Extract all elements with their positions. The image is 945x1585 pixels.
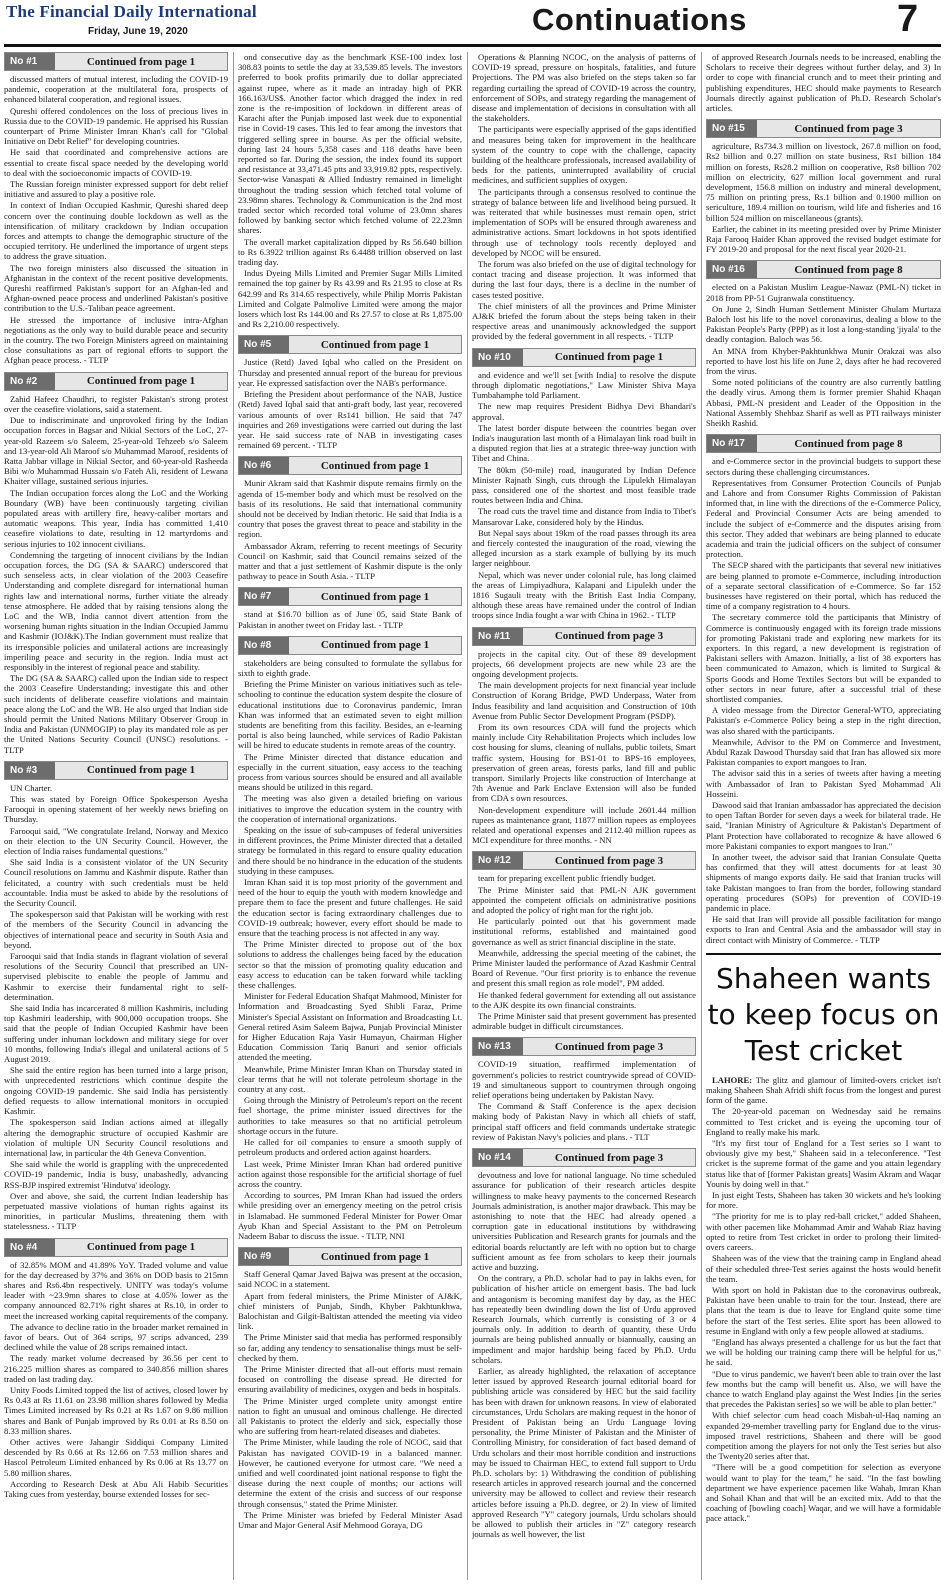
feature-paragraph: "It's my first tour of England for a Test series so I want to obviously give my best," Shaheen said in a teleconference. "Test cricket is the supreme format of the game and you attain legendary status like that of [former Pakistan greats] Wasim Akram and Waqar Younis by doing well in that." [706,1138,941,1189]
story-paragraph: The Prime Minister was briefed by Federal Minister Asad Umar and Major General Asif Mehmood Goraya, DG [238,1509,462,1530]
story [472,1037,696,1142]
feature-paragraph: "There will be a good competition for selection as everyone would want to play for the team," he said. "In the fast bowling department we have experience pacemen like Wahab, Imran Khan and Sohail Khan and that will be an excited mix. Add to that the coaching of [bowling coach] Waqar, and we will have a formidable pace attack." [706,1462,941,1524]
story-continued-label: Continued from page 3 [554,630,664,643]
story-paragraph: On the contrary, a Ph.D. scholar had to pay in lakhs even, for publication of his/her article on emergent basis. The bad luck and antagonism is becoming manifest day by day, as the HEC has repeatedly been dwindling down the list of Urdu approved Research Journals, which currently is consisting of 3 or 4 journals only. In addition to dearth of quantity, these Urdu journals are being published annually or biannually, causing an impediment and major hardship being faced by Ph.D. Urdu scholars. [472,1273,696,1365]
feature-paragraph: "The priority for me is to play red-ball cricket," added Shaheen, with other pacemen like Mohammad Amir and Wahab Riaz having opted to retire from Test cricket in order to prolong their limited-overs careers. [706,1211,941,1253]
story-paragraph: In context of Indian Occupied Kashmir, Qureshi shared deep concern over the continuing double lockdown as well as the intensification of military crackdown by Indian occupation forces and attempts to change the demographic structure of the occupied territory. He underlined the importance of urgent steps to address the grave situation. [4,200,228,262]
story-number-badge: No #6 [239,457,289,474]
story-paragraph: Farooqui said that India stands in flagrant violation of several resolutions of the Security Council that prescribed an UN-supervised plebiscite to enable the people of Jammu and Kashmir to exercise their fundamental right to self-determination. [4,951,228,1002]
story-paragraph: On June 2, Sindh Human Settlement Minister Ghulam Murtaza Baloch lost his life to the novel coronavirus, dealing a blow to the Pakistan People's Party (PPP) as it lost a long-standing 'jiyala' to the deadly contagion. Baloch was 56. [706,303,941,345]
feature-headline: Shaheen wants to keep focus on Test cricket [706,953,941,1069]
story-paragraph: Farooqui said, "We congratulate Ireland, Norway and Mexico on their election to the UN Security Council. However, the election of India raises fundamental questions." [4,825,228,857]
story-paragraph: Other actives were Jahangir Siddiqui Company Limited descended by Rs 0.66 at Rs 12.66 on 7.53 million shares and Hascol Petroleum Limited enhanced by Rs 0.06 at Rs 13.77 on 5.80 million shares. [4,1436,228,1478]
paper-name: The Financial Daily International [6,2,257,21]
story-header [4,372,228,391]
story-paragraph: The Prime Minister urged complete unity amongst entire nation to fight an unusual and ominous challenge. He directed all Pakistanis to protect the elderly and sick, especially those who are suffering from heart-related diseases and diabetes. [238,1395,462,1437]
story-number-badge: No #9 [239,1248,289,1265]
story-continued-label: Continued from page 1 [86,375,196,388]
story [472,851,696,1031]
story-paragraph: The advisor said this in a series of tweets after having a meeting with Ambassador of Iran to Pakistan Syed Mohammad Ali Hosseini. [706,768,941,799]
story-continued-label: Continued from page 8 [794,437,903,450]
feature-paragraph: With sport on hold in Pakistan due to the coronavirus outbreak, Pakistan have been unable to train for the tour. Instead, there are plans that the team is due to leave for England quite some time before the start of the Test series. Elite sport has been allowed to resume in England with only a few people allowed at stadiums. [706,1284,941,1336]
story-paragraph: In another tweet, the advisor said that Iranian Consulate Quetta has confirmed that they will attest documents for at least 30 shipments of mango exports daily. He said that Iranian trucks will take Pakistan mangoes to Iran from the border, following standard operating procedures (SOPs) for prevention of COVID-19 pandemic in place. [706,852,941,914]
story-paragraph: and e-Commerce sector in the provincial budgets to support these sectors during these challenging circumstances. [706,456,941,477]
story-continued-label: Continued from page 1 [86,1241,196,1254]
story-paragraph: The DG (SA & SAARC) called upon the Indian side to respect the 2003 Ceasefire Understanding; investigate this and other such incidents of deliberate ceasefire violations and maintain peace along the LoC and the WB. He also urged that Indian side should permit the United Nations Military Observer Group in India and Pakistan (UNMOGIP) to play its mandated role as per the United Nations Security Council (UNSC) resolutions. - TLTP [4,673,228,755]
story-paragraph: Unity Foods Limited topped the list of actives, closed lower by Rs 0.43 at Rs 11.61 on 23.98 million shares followed by Media Times Limited increased by Rs 0.21 at Rs 1.67 on 9.86 million shares and Bank of Punjab improved by Rs 0.01 at Rs 8.50 on 8.33 million shares. [4,1384,228,1436]
feature-lead-text: The glitz and glamour of limited-overs cricket isn't making Shaheen Shah Afridi shift focus from the longest and purest form of the game. [706,1074,941,1106]
story-paragraph: Some noted politicians of the country are also currently battling the deadly virus. Among them is former premier Shahid Khaqan Abbasi, PML-N president and Leader of the Opposition in the National Assembly Shehbaz Sharif as well as PTI railways minister Sheikh Rashid. [706,377,941,429]
story-paragraph: He said that coordinated and comprehensive actions are essential to create fiscal space needed by the developing world to deal with the socioeconomic impacts of COVID-19. [4,147,228,178]
story-continued-label: Continued from page 1 [86,55,196,68]
story-paragraph: He called for oil companies to ensure a smooth supply of petroleum products and ordered action against hoarders. [238,1137,462,1158]
story-continued-label: Continued from page 1 [320,639,430,652]
story-header [706,119,941,138]
story-paragraph: Speaking on the issue of sub-campuses of federal universities in different provinces, the Prime Minister directed that a detailed strategy be formulated in this regard to ensure quality education and there should be no hindrance in the education of the students studying in these campuses. [238,825,462,876]
story-continued-label: Continued from page 8 [794,263,903,276]
story [4,761,228,1232]
story-number-badge: No #12 [473,852,523,869]
story [4,52,228,366]
issue-date: Friday, June 19, 2020 [88,26,188,37]
story-paragraph: Meanwhile, Prime Minister Imran Khan on Thursday stated in clear terms that he will not tolerate petroleum shortage in the country at any cost. [238,1063,462,1095]
story-continued-label: Continued from page 1 [554,351,664,364]
column-3 [472,52,696,1582]
story-paragraph: The Prime Minister directed that all-out efforts must remain focused on controlling the disease spread. He directed for ensuring availability of medicines, oxygen and beds in hospitals. [238,1363,462,1395]
story-paragraph: Minister for Federal Education Shafqat Mahmood, Minister for Information and Broadcasting Syed Shibli Faraz, Prime Minister's Special Assistant on Information and Broadcasting Lt. General retired Asim Saleem Bajwa, Punjab Provincial Minister for Higher Education Raja Yasir Humayun, Chairman Higher Education Commission Tariq Banuri and senior officials attended the meeting. [238,991,462,1063]
story-paragraph: Briefing the Prime Minister on various initiatives such as tele-schooling to continue the education system despite the closure of educational institutions due to Coronavirus pandemic, Imran Khan was informed that an estimated seven to eight million students are benefiting from this facility. Besides, an e-learning portal is also being launched, while services of Radio Pakistan will be hired to educate students in remote areas of the country. [238,679,462,751]
feature-paragraph: "Due to virus pandemic, we haven't been able to train over the last few months but the camp will benefit us. Also, we will have the chance to watch England play against the West Indies [in the series that precedes the Pakistan series] so we will be able to plan better." [706,1368,941,1410]
feature-paragraph [706,1075,941,1106]
masthead [0,0,945,46]
story-paragraph: stand at $16.70 billion as of June 05, said State Bank of Pakistan in another tweet on Friday last. - TLTP [238,609,462,630]
story-paragraph: According to Research Desk at Abu Ali Habib Securities Taking cues from yesterday, bourse extended losses for sec- [4,1478,228,1499]
story-paragraph: Going through the Ministry of Petroleum's report on the recent fuel shortage, the prime minister issued directives for the authorities to take measures so that no artificial petroleum shortage occurs in the future. [238,1095,462,1136]
story [238,636,462,1241]
story-paragraph: Ambassador Akram, referring to recent meetings of Security Council on Kashmir, said that Council remains seized of the matter and that a just settlement of Kashmir dispute is the only pathway to peace in South Asia. - TLTP [238,540,462,582]
story-paragraph: of 32.85% MOM and 41.89% YoY. Traded volume and value for the day decreased by 37% and 36% on DOD basis to 215mn shares and Rs6.4bn respectively. UNITY was today's volume leader with ~23.9mn shares to close at 4.05% lower as the company announced 82.71% right shares at Rs.10, in order to meet the increased working capital requirements of the company. [4,1259,228,1321]
story-continued-label: Continued from page 1 [86,764,196,777]
column-divider [701,52,702,1580]
story-header [4,1238,228,1257]
story-paragraph: A video message from the Director General-WTO, appreciating Pakistan's e-Commerce Policy being a step in the right direction, was also shared with the participants. [706,705,941,736]
story [472,348,696,621]
story-header [472,627,696,646]
story-paragraph: Indus Dyeing Mills Limited and Premier Sugar Mills Limited remained the top gainer by Rs 43.99 and Rs 21.95 to close at Rs 642.99 and Rs 314.65 respectively, while Philip Morris Pakistan Limited and Colgate Palmolive Limited were among the major losers which lost Rs 144.00 and Rs 27.57 to close at Rs 1,875.00 and Rs 2,210.00 respectively. [238,268,462,330]
story-paragraph: of approved Research Journals needs to be increased, enabling the Scholars to receive their degrees without further delay, and 3) In order to cope with financial crunch and to meet their printing and publishing expenditures, HEC should make payments to Research Journals directly against publication of Ph.D. Research Scholar's articles. [706,52,941,114]
story-header [238,587,462,606]
story-paragraph: Condemning the targeting of innocent civilians by the Indian occupation forces, the DG (SA & SAARC) underscored that such senseless acts, in clear violation of the 2003 Ceasefire Understanding and complete disregard for international human rights law and international norms, further vitiate the already tense atmosphere. He added that by raising tensions along the LoC and the WB, India cannot divert attention from the worsening human rights situation in the Indian Occupied Jammu and Kashmir (IOJ&K).The Indian government must realize that its irresponsible policies and unilateral actions are increasingly imperiling peace and security in the region. India must act responsibly in the interest of regional peace and stability. [4,549,228,672]
story-header [238,335,462,354]
story-paragraph: elected on a Pakistan Muslim League-Nawaz (PML-N) ticket in 2018 from PP-51 Gujranwala constituency. [706,282,941,303]
story [706,52,941,113]
story-paragraph: Dawood said that Iranian ambassador has appreciated the decision to open Taftan Border for seven days a week for bilateral trade. He said, "Iranian Ministry of Agriculture & Pakistan's Department of Plant Protection have collaborated to recognize & have allowed 6 more Pakistani companies to export mangoes to Iran." [706,800,941,851]
story-paragraph: The secretary commerce told the participants that Ministry of Commerce is continuously engaged with its foreign trade missions for promoting Pakistani trade and exploring new markets for its exporters. In this regard, a new development is registration of Pakistani sellers with Amazon. Initially, a list of 38 exporters has been communicated to Amazon, which is limited to Surgical & Sports Goods and Home Textiles Sectors but will be expanded to other sectors in near future, after a successful trial of these shortlisted companies. [706,612,941,704]
story-paragraph: discussed matters of mutual interest, including the COVID-19 pandemic, cooperation at the multilateral fora, prospects of enhanced bilateral cooperation, and regional issues. [4,74,228,105]
story-paragraph: The overall market capitalization dipped by Rs 56.640 billion to Rs 6.3922 trillion against Rs 6.4488 trillion observed on last trading day. [238,236,462,268]
story-paragraph: The Prime Minister, while lauding the role of NCOC, said that Pakistan has navigated COVID-19 in a balanced manner. However, he cautioned everyone for utmost care. "We need a unified and well coordinated joint national response to fight the disease during the next couple of months; our actions will determine the extent of the crisis and success of our response through consensus," stated the Prime Minister. [238,1437,462,1509]
story [238,52,462,329]
story-number-badge: No #16 [707,261,757,278]
story-paragraph: The advance to decline ratio in the broader market remained in favor of bears. Out of 364 scrips, 97 scrips advanced, 239 declined while the value of 28 scrips remained intact. [4,1321,228,1353]
story-paragraph: The 80km (50-mile) road, inaugurated by Indian Defence Minister Rajnath Singh, cuts through the Lipulekh Himalayan pass, considered one of the shortest and most feasible trade routes between India and China. [472,464,696,506]
story-paragraph: The new map requires President Bidhya Devi Bhandari's approval. [472,401,696,422]
story-paragraph: Zahid Hafeez Chaudhri, to register Pakistan's strong protest over the ceasefire violations, said a statement. [4,393,228,414]
story [4,372,228,755]
feature-paragraph: "England has always presented a challenge for us but the fact that we will be holding our training camp there will be helpful for us," he said. [706,1336,941,1368]
story-paragraph: ond consecutive day as the benchmark KSE-100 index lost 308.83 points to settle the day at 33,539.85 levels. The investors preferred to book profits primarily due to dollar appreciated against rupee, where as it made an intraday high of PKR 166.163/US$. Another factor which dragged the index in red zone is the re-imposition of lockdown in different areas of Karachi after the Punjab imposed last week due to exponential rise in Covid-19 cases. This led to fear among the investors that triggered selling spree in bourse. As per the official website, during last 24 hours 5,358 cases and 118 deaths have been reported so far. During the session, the index found its support and resistance at 33,471.45 ptts and 33,919.82 ppts, respectively. Sector-wise Vanaspati & Allied Industry remained in limelight throughout the trading session which fetched total volume of 23.98mn shares. Technology & Communication is the 2nd most traded sector which recorded total volume of 23.0mn shares followed by banking sector which fetched volume of 22.23mn shares. [238,52,462,236]
story-paragraph: Earlier, as already highlighted, the relaxation of acceptance letter issued by approved Research journal editorial board for publishing article was considered by HEC but the said facility has been with drawn for unknown reasons. In view of elaborated circumstances, Urdu Scholars are making request in the honor of President of Pakistan being an Urdu Language loving personality, the Prime Minister of Pakistan and the Minister of Controlling Ministry, for consideration of fact based demand of Urdu scholars and their most horrible condition and instructions may be issued to Chairman HEC, to extend full support to Urdu Ph.D. scholars by: 1) Withdrawing the condition of publishing research articles in approved research journal and the concerned university may be allowed to collect and review their research articles before issuing a Ph.D. degree, or 2) In view of limited approved Research "Y" category journals, Urdu scholars should be allowed to publish their articles in "Z" category research journals as well however, the list [472,1365,696,1540]
column-divider [233,52,234,1580]
story-paragraph: He said that Iran will provide all possible facilitation for mango exports to Iran and Central Asia and the ambassador will stay in direct contact with Ministry of Commerce. - TLTP [706,914,941,945]
story-paragraph: The Indian occupation forces along the LoC and the Working Boundary (WB) have been continuously targeting civilian populated areas with artillery fire, heavy-caliber mortars and automatic weapons. This year, India has committed 1,410 ceasefire violations to date, resulting in 12 martyrdoms and serious injuries to 102 innocent civilians. [4,487,228,549]
story-header [706,434,941,453]
story-number-badge: No #2 [5,373,55,390]
story-paragraph: Earlier, the cabinet in its meeting presided over by Prime Minister Raja Farooq Haider Khan approved the revised budget estimate for FY 2019-20 and proposal for the next fiscal year 2020-21. [706,223,941,255]
dateline: LAHORE: [712,1074,756,1085]
story-paragraph: An MNA from Khyber-Pakhtunkhwa Munir Orakzai was also reported to have lost his life on June 2, days after he had recovered from the virus. [706,345,941,377]
story-paragraph: She said the entire region has been turned into a large prison, with unprecedented restrictions which continue despite the ongoing COVID-19 pandemic. She said India has persistently defied requests to allow international monitors in occupied Kashmir. [4,1065,228,1117]
story-paragraph: The Prime Minister said that present government has presented admirable budget in difficult circumstances. [472,1011,696,1032]
column-2 [238,52,462,1582]
masthead-rule [4,44,941,47]
story-paragraph: The Command & Staff Conference is the apex decision making body of Pakistan Navy in which all chiefs of staff, principal staff officers and field commands undertake strategic review of Pakistan Navy's policies and plans. - TLT [472,1101,696,1142]
column-4 [706,52,941,1582]
story-paragraph: The ready market volume decreased by 36.56 per cent to 216.225 million shares as compared to 340.856 million shares traded on last trading day. [4,1353,228,1384]
story-paragraph: The Prime Minister directed to propose out of the box solutions to address the challenges being faced by the education sector so that the mission of promoting quality education and easy access to education can be taken forward while tackling these challenges. [238,939,462,991]
story-paragraph: The main development projects for next financial year include Construction of Korang Bridge, PWD Underpass, Water from Indus feasibility and land acquisition and Construction of 10th Avenue from Public Sector Development Program (PSDP). [472,680,696,721]
story-paragraph: Briefing the President about performance of the NAB, Justice (Retd) Javed Iqbal said that anti-graft body, last year, recovered various amounts of over Rs141 billion. He said that 747 inquiries and 269 investigations were carried out during the last year. He said success rate of NAB in investigating cases remained 69 percent. - TLTP [238,389,462,451]
story-paragraph: Last week, Prime Minister Imran Khan had ordered punitive action against those responsible for the artificial shortage of fuel across the country. [238,1158,462,1189]
story-paragraph: The meeting was also given a detailed briefing on various initiatives to improve the education system in the country with the cooperation of international organizations. [238,793,462,824]
story [238,587,462,629]
story-paragraph: and evidence and we'll set [with India] to resolve the dispute through diplomatic negotiations," Law Minister Shiva Maya Tumbahamphe told Parliament. [472,369,696,401]
story-paragraph: Non-development expenditure will include 2601.44 million rupees as maintenance grant, 11877 million rupees as employees related and operational expenses and 2112.40 million rupees as MCI expenditure for three months. - NN [472,804,696,846]
story-number-badge: No #7 [239,588,289,605]
story-paragraph: devoutness and love for national language. No time scheduled assurance for publication of their research articles despite willingness to make heavy payments to the concerned Research Journals administration, is another major drawback. This may be astonishing to note that the HEC had already opened a corruption gate in educational institutions by withdrawing universities Publication and Research grants for journals and the editorial boards reluctantly are left with no option but to charge sufficient amount as fee from scholars to keep their journals active and buzzing. [472,1170,696,1272]
story [472,1148,696,1539]
story-paragraph: Meanwhile, addressing the special meeting of the cabinet, the Prime Minister lauded the performance of Azad Kashmir Central Board of Revenue. "Our first priority is to enhance the revenue and present this small region as role model", PM added. [472,947,696,989]
story-paragraph: She said India is a consistent violator of the UN Security Council resolutions on Jammu and Kashmir dispute. Rather than felicitated, a country with such credentials must be held accountable. India must be asked to abide by the resolutions of the Security Council. [4,857,228,909]
story-paragraph: The Prime Minister said that media has performed responsibly so far, adding any tendency to sensationalise things must be self-checked by them. [238,1332,462,1363]
story-paragraph: agriculture, Rs734.3 million on livestock, 267.8 million on food, Rs2 billion and 0.27 million on state business, Rs1 billion 184 million on forests, Rs28.2 million on cooperative, Rs8 billion 702 million on electricity, 627 million local government and rural development, 156.8 million on industry and mineral development, 75 million on printing press, Rs.1 billion and 0.1900 million on sericulture, 189.4 million on tourism, wild life and fisheries and 16 billion 524 million on miscellaneous (grants). [706,141,941,223]
story-paragraph: The Prime Minister directed that distance education and especially in the current situation, easy access to the teaching process from various sources should be ensured and all available means should be utilized in this regard. [238,751,462,793]
story-header [238,636,462,655]
story-paragraph: The Prime Minister said that PML-N AJK government appointed the competent officials on administrative positions and adopted the policy of right man for the right job. [472,884,696,916]
section-title: Continuations [532,2,747,37]
story [706,260,941,428]
story [706,119,941,254]
story-paragraph: The participants through a consensus resolved to continue the strategy of balance between life and livelihood being pursued. It was reiterated that while businesses must remain open, strict implementation of SOPs will be ensured through awareness and administrative actions. Smart lockdowns in hot spots identified through use of technology tools recently deployed and developed by NCOC will be ensured. [472,186,696,258]
story [4,1238,228,1500]
story-header [238,1247,462,1266]
story-paragraph: From its own resources CDA will fund the projects which mainly include City Rehabilitation Projects which includes low cost housing for slums, cleaning of nullahs, public toilets, Smart traffic system, Housing for BS1-01 to BPS-16 employees, preservation of green areas, forests parks, land fill and public transport. Similarly Projects like construction of Interchange at 7th Avenue and Park Enclave Extension will also be funded from CDA s own resources. [472,721,696,804]
story-continued-label: Continued from page 1 [320,590,430,603]
story-paragraph: Due to indiscriminate and unprovoked firing by the Indian occupation forces in Bagsar and Nikial Sectors of the LoC, 27-year-old Razeem s/o Saleem, 25-year-old Tehzeeb s/o Saleem and 13-year-old Ali Maroof s/o Muhammad Maroof, residents of Ratta Jabbar village in Nikial Sector, and 60-year-old Rasheeda Bibi w/o Muhammad Hussain s/o Fateh Ali, resident of Lewana Khaiter village, sustained serious injuries. [4,415,228,487]
story-number-badge: No #8 [239,637,289,654]
story-number-badge: No #14 [473,1149,523,1166]
story-paragraph: The latest border dispute between the countries began over India's inauguration last month of a Himalayan link road built in a disputed region that lies at a strategic three-way junction with Tibet and China. [472,422,696,464]
feature-paragraph: Shaheen was of the view that the training camp in England ahead of their scheduled three-Test series against the hosts would benefit the team. [706,1253,941,1284]
story-number-badge: No #17 [707,435,757,452]
story-paragraph: The spokesperson said Indian actions aimed at illegally altering the demographic structure of occupied Kashmir are violation of multiple UN Security Council resolutions and international law, in particular the 4th Geneva Convention. [4,1117,228,1158]
story-paragraph: COVID-19 situation, reaffirmed implementation of government's policies to restrict countrywide spread of COVID-19 and simultaneous support to countrymen through ongoing relief operations being undertaken by Pakistan Navy. [472,1059,696,1101]
story-paragraph: Operations & Planning NCOC, on the analysis of patterns of COVID-19 spread, pressure on hospitals, fatalities, and future Projections. The PM was also briefed on the steps taken so far regarding curtailing the spread of COVID-19 across the country, enforcement of SOPs, and strategy regarding the management of disease and implementation of decisions in consultation with all the stakeholders. [472,52,696,124]
story-paragraph: The Russian foreign minister expressed support for debt relief initiative and assured to play a positive role. [4,179,228,200]
story-paragraph: The forum was also briefed on the use of digital technology for contact tracing and disease projection. It was informed that during the last four days, there is a decline in the number of cases tested positive. [472,259,696,300]
story-paragraph: He stressed the importance of inclusive intra-Afghan negotiations as the only way to build durable peace and security in the country. The two Foreign Ministers agreed on maintaining close consultations as part of regional efforts to support the Afghan peace process. - TLTP [4,314,228,366]
story-header [238,456,462,475]
story-paragraph: Staff General Qamar Javed Bajwa was present at the occasion, said NCOC in a statement. [238,1269,462,1290]
feature-paragraph: The 20-year-old paceman on Wednesday said he remains committed to Test cricket and is eyeing the upcoming tour of England to really make his mark. [706,1106,941,1137]
story-paragraph: The participants were especially apprised of the gaps identified and measures being taken for improvement in the healthcare system of the country to cope with the challenge, capacity building of the healthcare professionals, increased availability of beds for the patients, uninterrupted availability of crucial medicines, and sufficient supplies of oxygen. [472,124,696,186]
story-continued-label: Continued from page 1 [320,1250,430,1263]
story [472,627,696,846]
story-paragraph: The chief ministers of all the provinces and Prime Minister AJ&K briefed the forum about the steps being taken in their respective areas and unanimously acknowledged the support provided by the federal government in all respects. - TLTP [472,300,696,342]
column-divider [467,52,468,1580]
story-header [472,851,696,870]
story-header [4,761,228,780]
story-number-badge: No #13 [473,1038,523,1055]
story-paragraph: The road cuts the travel time and distance from India to Tibet's Mansarovar Lake, considered holy by the Hindus. [472,506,696,527]
story-paragraph: stakeholders are being consulted to formulate the syllabus for sixth to eighth grade. [238,657,462,678]
story-paragraph: Apart from federal ministers, the Prime Minister of AJ&K, chief ministers of Punjab, Sindh, Khyber Pakhtunkhwa, Balochistan and Gilgit-Baltistan attended the meeting via video link. [238,1290,462,1332]
story-number-badge: No #15 [707,120,757,137]
story-header [472,1037,696,1056]
story-paragraph: He particularly pointed out that his government made institutional reforms, established and maintained good governance as well as strict financial discipline in the state. [472,916,696,947]
feature-article [706,1075,941,1524]
story-paragraph: This was stated by Foreign Office Spokesperson Ayesha Farooqui in opening statement of her weekly news briefing on Thursday. [4,794,228,825]
story [238,1247,462,1530]
story-paragraph: The SECP shared with the participants that several new initiatives are being planned to promote e-Commerce, including introduction of a separate sectoral classification of e-Commerce. So far 152 businesses have registered on their portal, which has reduced the time of a company registration to 4 hours. [706,560,941,612]
story-paragraph: team for preparing excellent public friendly budget. [478,873,656,884]
story-continued-label: Continued from page 1 [320,459,430,472]
story-paragraph: Nepal, which was never under colonial rule, has long claimed the areas of Limpiyadhura, Kalapani and Lipulekh under the 1816 Sugauli treaty with the British East India Company, although these areas have remained under the control of Indian troops since India fought a war with China in 1962. - TLTP [472,569,696,621]
story [472,52,696,342]
feature-paragraph: In just eight Tests, Shaheen has taken 30 wickets and he's looking for more. [706,1190,941,1211]
story-number-badge: No #5 [239,336,289,353]
story [706,434,941,945]
story-header [472,348,696,367]
story-continued-label: Continued from page 3 [554,1040,664,1053]
story-paragraph: The spokesperson said that Pakistan will be working with rest of the members of the Security Council in advancing the objectives of international peace and security in South Asia and beyond. [4,909,228,950]
story-paragraph: Qureshi offered condolences on the loss of precious lives in Russia due to the COVID-19 pandemic. He apprised his Russian counterpart of Prime Minister Imran Khan's call for "Global Initiative on Debt Relief" for developing countries. [4,105,228,147]
story-header [472,1148,696,1167]
feature-paragraph: With chief selector cum head coach Misbah-ul-Haq naming an expanded 29-member travelling party for England due to the virus-imposed travel restrictions, Shaheen and there will be good competition among the players for not only the Test series but also the Twenty20 series after that. [706,1410,941,1462]
story-paragraph: According to sources, PM Imran Khan had issued the orders while presiding over an emergency meeting on the petrol crisis in Islamabad. He summoned Federal Minister for Power Omar Ayub Khan and Special Assistant to the PM on Petroleum Nadeem Babar to discuss the issue. - TLTP, NNI [238,1190,462,1241]
story-number-badge: No #11 [473,628,523,645]
story-paragraph: Meanwhile, Advisor to the PM on Commerce and Investment, Abdul Razak Dawood Thursday said that Iran has allowed six more Pakistan companies to export mangoes to Iran. [706,736,941,768]
column-1 [4,52,228,1582]
story-continued-label: Continued from page 3 [794,122,903,135]
story-continued-label: Continued from page 1 [320,338,430,351]
story-paragraph: projects in the capital city. Out of these 89 development projects, 66 development projects are new while 23 are the ongoing development projects. [472,648,696,679]
story-number-badge: No #1 [5,53,55,70]
story-header [706,260,941,279]
story-paragraph: Representatives from Consumer Protection Councils of Punjab and Lahore and from Consumer Rights Commission of Pakistan informed that, in line with the directions of the e-Commerce Policy, Federal and Provincial Consumer Acts are being amended to include the subject of e-Commerce and the disputes arising from this sector. They added that webinars are being planned to educate academia and train the judicial officers on the subject of consumer protection. [706,477,941,560]
story-paragraph: She said while the world is grappling with the unprecedented COVID-19 pandemic, India is busy, unabashedly, advancing RSS-BJP inspired extremist 'Hindutva' ideology. [4,1159,228,1190]
story-continued-label: Continued from page 3 [554,1151,664,1164]
story-paragraph: She said India has incarcerated 8 million Kashmiris, including top Kashmiri leadership, with 900,000 occupation troops. She said that the people of Indian Occupied Kashmir have been suffering under inhuman lockdown and military siege for over 10 months, following India's illegal and unilateral actions of 5 August 2019. [4,1003,228,1065]
story-paragraph: Munir Akram said that Kashmir dispute remains firmly on the agenda of 15-member body and which must be resolved on the basis of its resolutions. He said that international community should not be deceived by Indian rhetoric. He said that India is a country that poses the gravest threat to peace and stability in the region. [238,478,462,540]
page-number: 7 [897,0,919,40]
story-paragraph: Imran Khan said it is top most priority of the government and need of the hour to equip the youth with modern knowledge and prepare them to face the present and future challenges. He said the education sector is facing extraordinary challenges due to COVID-19 outbreak; however, every effort should be made to ensure that the teaching process is not affected in any way. [238,877,462,939]
story-paragraph: The two foreign ministers also discussed the situation in Afghanistan in the context of the recent positive developments. Qureshi reaffirmed Pakistan's support for an Afghan-led and Afghan-owned peace process and underlined Pakistan's positive contribution to the U.S.-Taliban peace agreement. [4,262,228,314]
story [238,456,462,581]
story [238,335,462,450]
story-paragraph: Over and above, she said, the current Indian leadership has perpetuated massive violations of human rights against its minorities, in particular Muslims, threatening them with statelessness. - TLTP [4,1190,228,1232]
story-number-badge: No #10 [473,349,523,366]
story-header [4,52,228,71]
story-continued-label: Continued from page 3 [554,854,664,867]
story-number-badge: No #4 [5,1239,55,1256]
story-paragraph: UN Charter. [10,782,53,793]
story-paragraph: But Nepal says about 19km of the road passes through its area and fiercely contested the inauguration of the road, viewing the alleged incursion as a stark example of bullying by its much larger neighbour. [472,527,696,569]
story-paragraph: He thanked federal government for extending all out assistance to the AJK despite its own financial constraints. [472,989,696,1010]
story-number-badge: No #3 [5,762,55,779]
story-paragraph: Justice (Retd) Javed Iqbal who called on the President on Thursday and presented annual report of the bureau for previous year. He expressed satisfaction over the NAB's performance. [238,357,462,388]
